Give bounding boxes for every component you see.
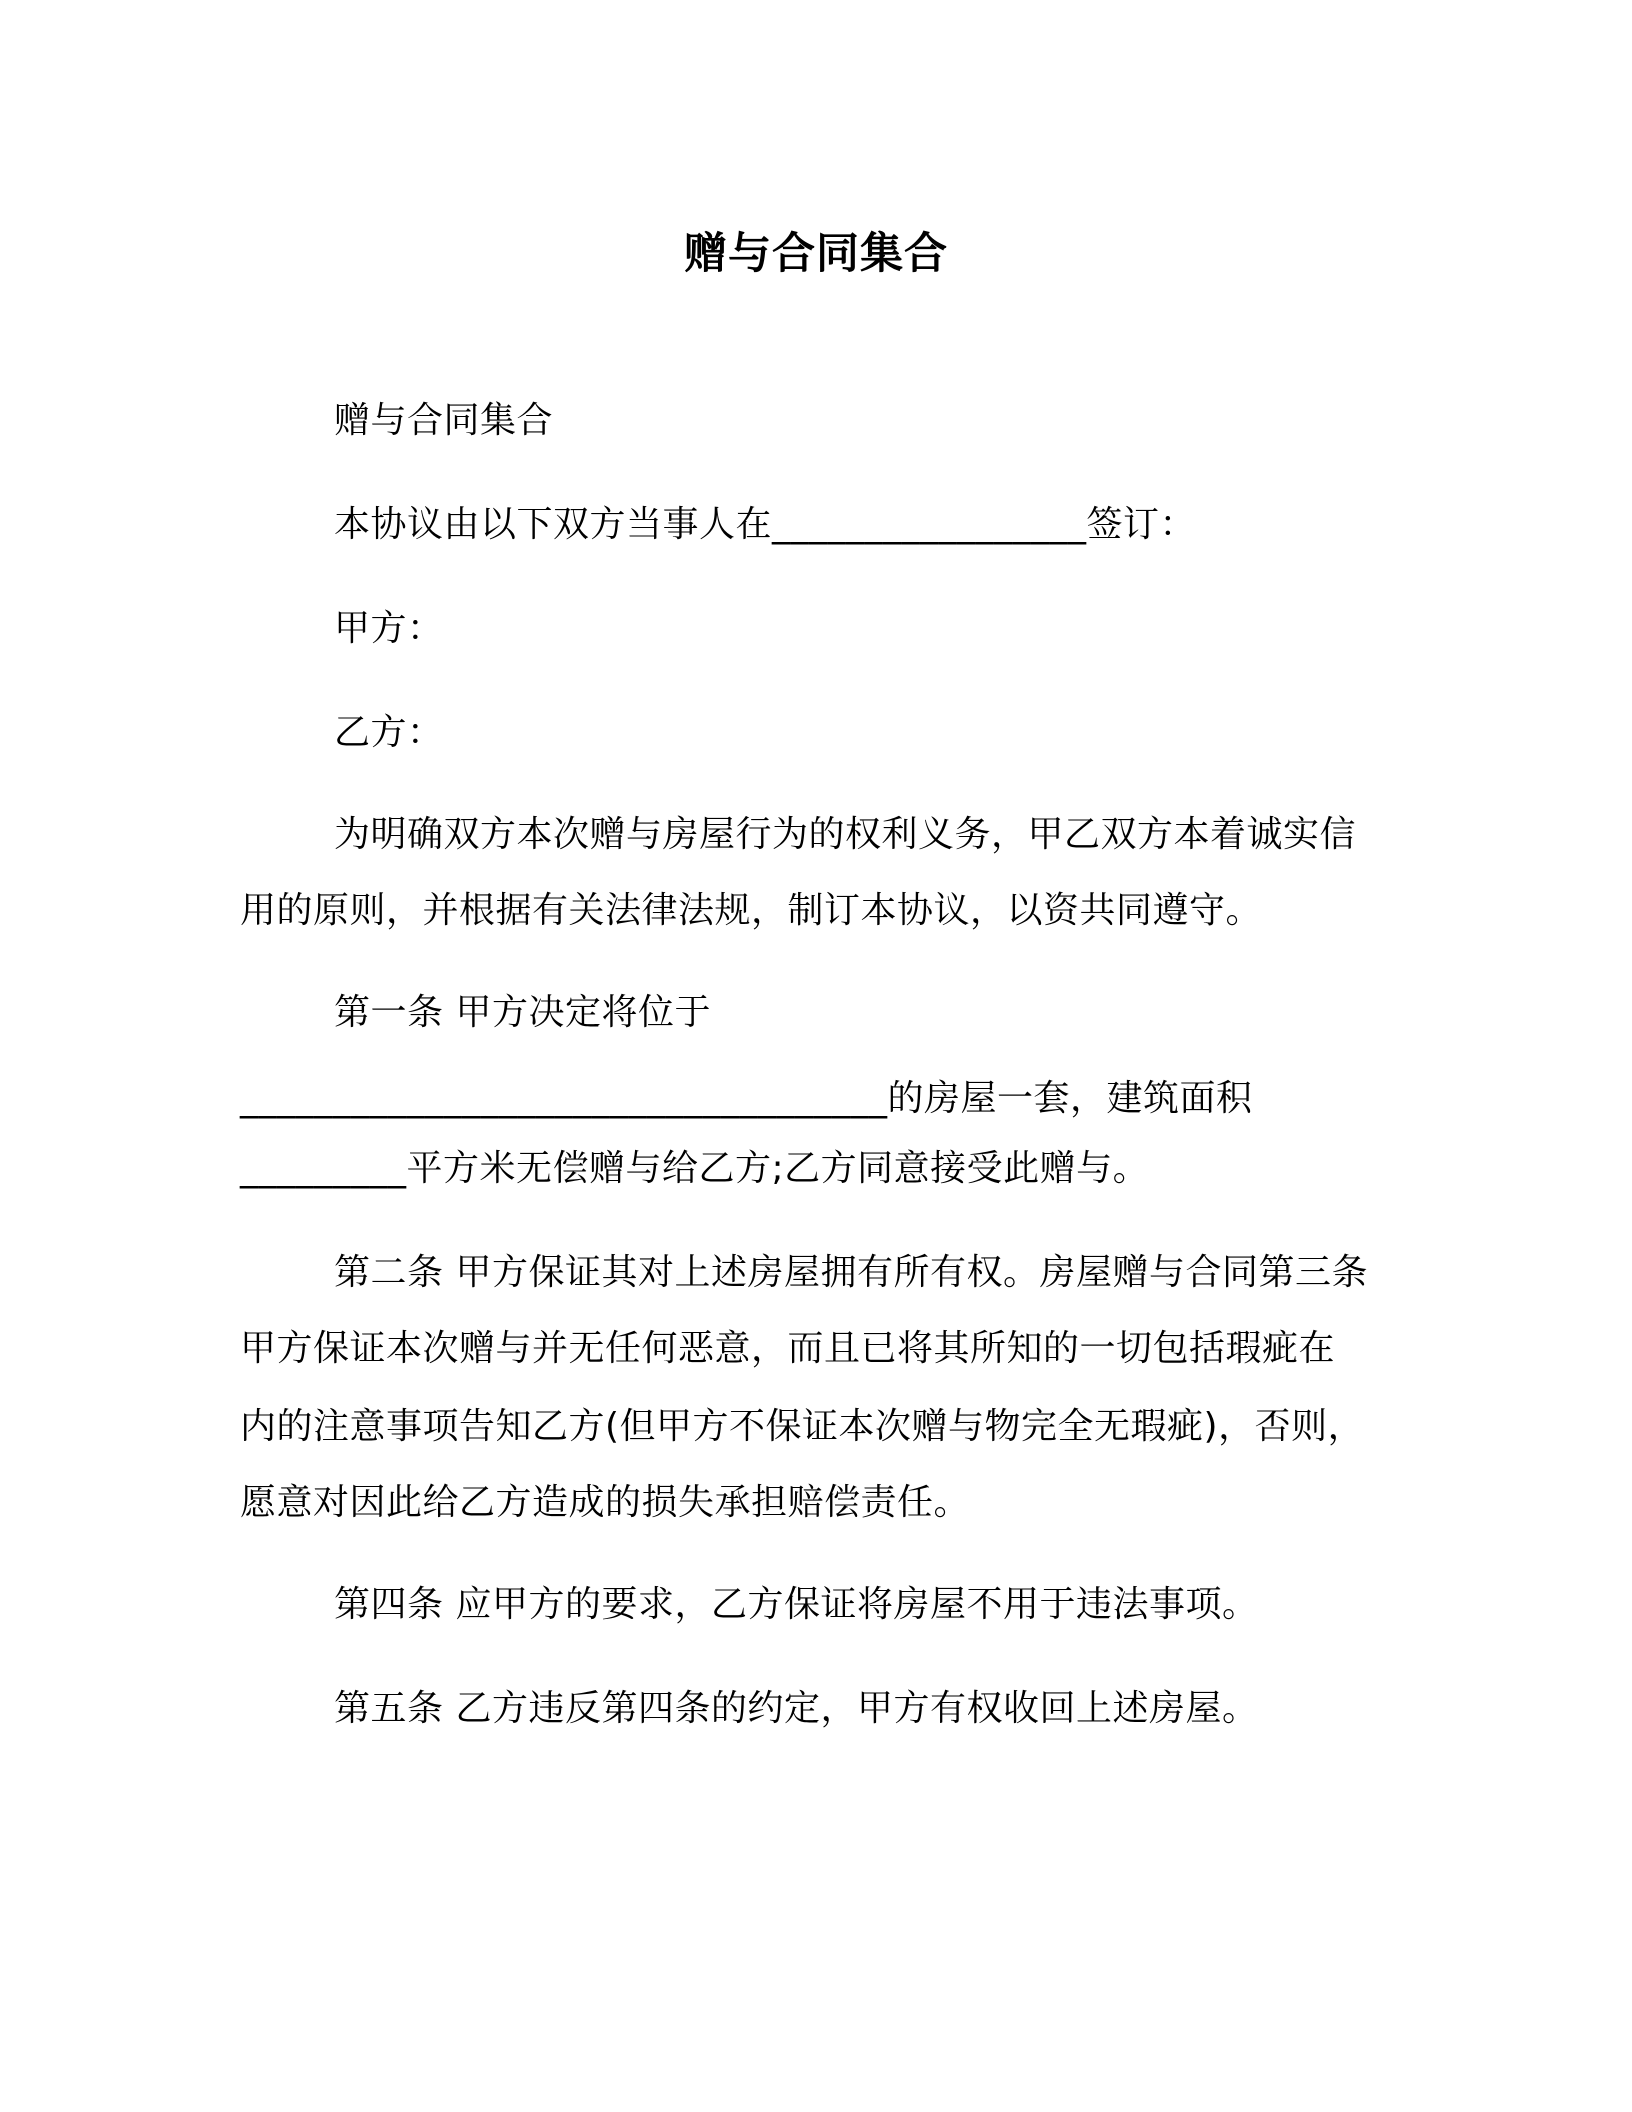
article-1-line-1: 第一条 甲方决定将位于 <box>334 992 711 1033</box>
subtitle-line: 赠与合同集合 <box>334 400 554 441</box>
article-2-line-3: 内的注意事项告知乙方(但甲方不保证本次赠与物完全无瑕疵)，否则， <box>240 1406 1365 1447</box>
article-4-line: 第四条 应甲方的要求，乙方保证将房屋不用于违法事项。 <box>334 1584 1259 1625</box>
agreement-intro-line: 本协议由以下双方当事人在_________________签订： <box>334 504 1197 545</box>
party-a-line: 甲方： <box>334 608 444 649</box>
article-1-line-2: ___________________________________的房屋一套，建筑面积 <box>240 1078 1253 1119</box>
article-5-line: 第五条 乙方违反第四条的约定，甲方有权收回上述房屋。 <box>334 1688 1259 1729</box>
party-b-line: 乙方： <box>334 712 444 753</box>
article-2-line-2: 甲方保证本次赠与并无任何恶意，而且已将其所知的一切包括瑕疵在 <box>240 1328 1336 1369</box>
document-title: 赠与合同集合 <box>684 229 948 279</box>
article-2-line-1: 第二条 甲方保证其对上述房屋拥有所有权。房屋赠与合同第三条 <box>334 1252 1368 1293</box>
article-2-line-4: 愿意对因此给乙方造成的损失承担赔偿责任。 <box>240 1482 971 1523</box>
article-1-line-3: _________平方米无偿赠与给乙方;乙方同意接受此赠与。 <box>240 1148 1150 1189</box>
purpose-paragraph-line-2: 用的原则，并根据有关法律法规，制订本协议，以资共同遵守。 <box>240 890 1263 931</box>
purpose-paragraph-line-1: 为明确双方本次赠与房屋行为的权利义务，甲乙双方本着诚实信 <box>334 814 1357 855</box>
